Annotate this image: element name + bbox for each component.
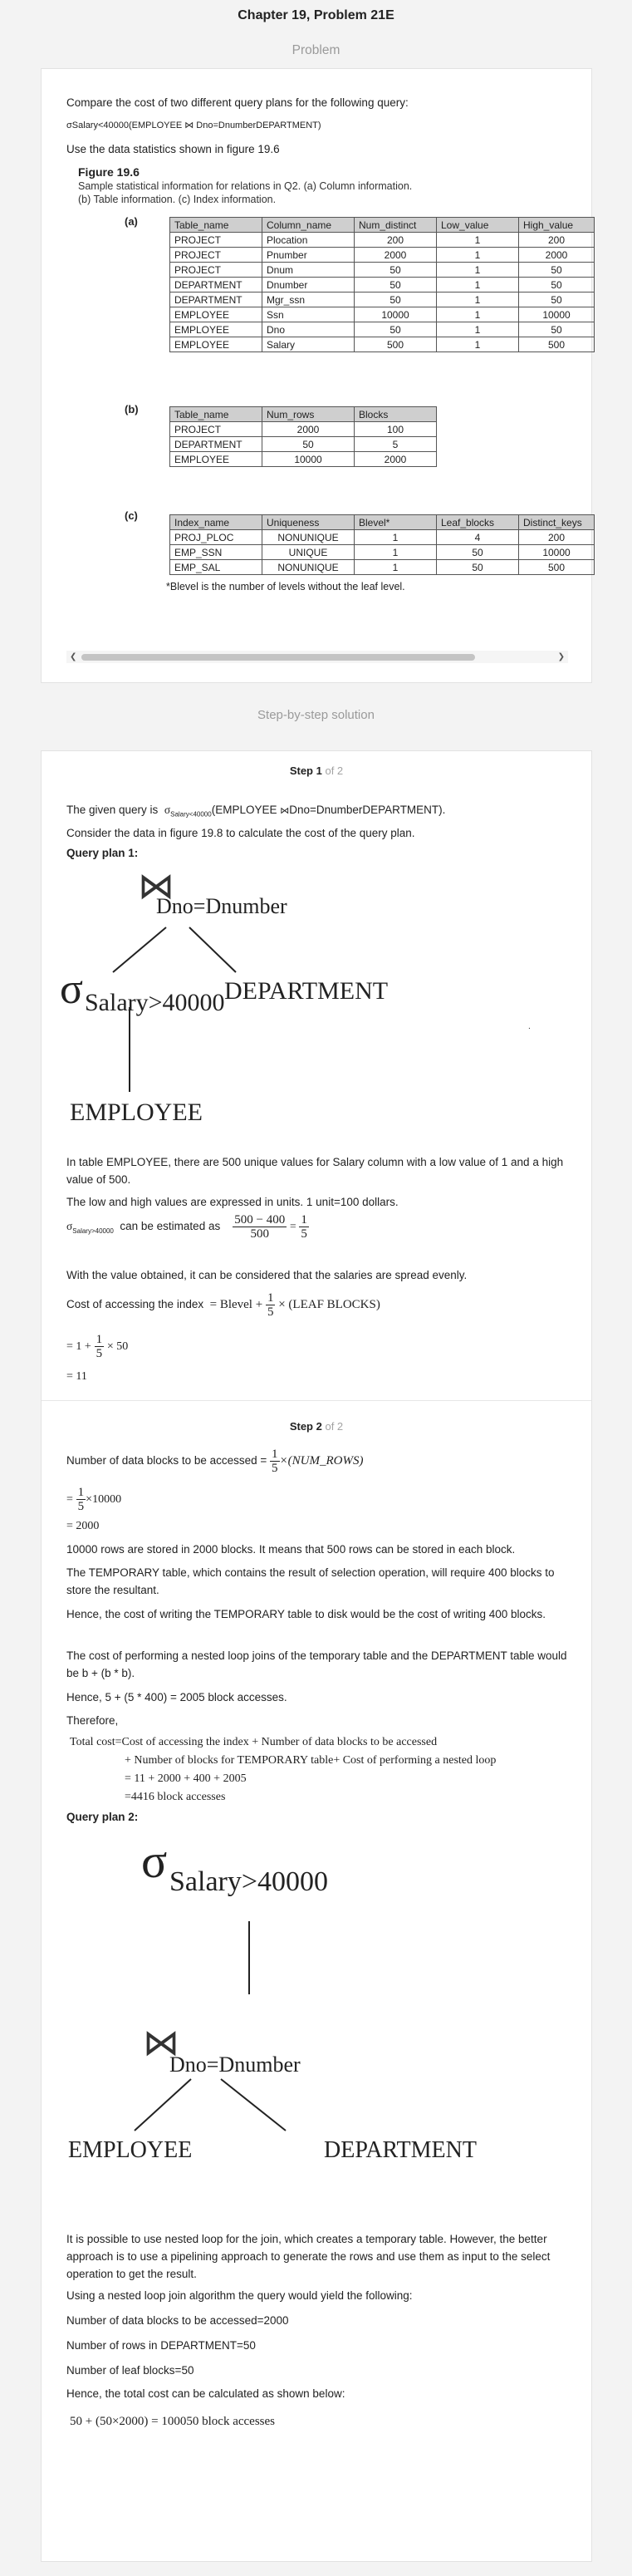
table-cell: 4 — [437, 530, 519, 545]
cost-text: Cost of accessing the index — [66, 1298, 204, 1311]
table-cell: UNIQUE — [262, 545, 355, 560]
table-cell: 1 — [355, 545, 437, 560]
figure-area — [66, 162, 582, 644]
given-sigma: σ — [164, 804, 171, 816]
given-join: ⋈ — [280, 806, 290, 816]
plan-2-select-cond: Salary>40000 — [169, 1866, 329, 1897]
table-cell: EMP_SAL — [170, 560, 262, 575]
header-cell: Uniqueness — [262, 515, 355, 530]
table-cell: PROJ_PLOC — [170, 530, 262, 545]
table-cell: 50 — [355, 278, 437, 293]
table-cell: 50 — [437, 545, 519, 560]
plan-1-join-cond: Dno=Dnumber — [156, 894, 287, 918]
header-cell: Index_name — [170, 515, 262, 530]
cost-f2: × (LEAF BLOCKS) — [278, 1298, 380, 1312]
table-row — [170, 560, 595, 575]
scroll-right-icon[interactable]: ❯ — [557, 652, 565, 661]
plan-2-join-icon: ⋈ — [143, 2023, 179, 2063]
table-cell: 50 — [355, 322, 437, 337]
table-row — [170, 233, 595, 248]
table-row — [170, 278, 595, 293]
plan-1-sigma: σ — [60, 966, 84, 1013]
table-cell: 200 — [355, 233, 437, 248]
table-cell: 2000 — [355, 248, 437, 263]
table-cell: EMPLOYEE — [170, 452, 262, 467]
table-cell: 10000 — [262, 452, 355, 467]
table-cell: 1 — [437, 293, 519, 307]
plan-2-employee: EMPLOYEE — [68, 2137, 193, 2163]
b-n: 1 — [77, 1486, 85, 1499]
figure-caption-1: Sample statistical information for relations in Q2. (a) Column information. — [78, 180, 413, 192]
query-plan-2-label: Query plan 2: — [66, 1811, 139, 1823]
blocks-accessed-text: Number of data blocks to be accessed=2000 — [66, 2314, 289, 2327]
table-cell: Pnumber — [262, 248, 355, 263]
table-cell: 1 — [437, 233, 519, 248]
table-cell: 500 — [519, 560, 595, 575]
step-2-of: of 2 — [325, 1420, 344, 1433]
consider-text: Consider the data in figure 19.8 to calculate the cost of the query plan. — [66, 827, 415, 839]
given-rest: (EMPLOYEE — [211, 804, 277, 816]
column-info-table — [169, 217, 595, 352]
table-row — [170, 337, 595, 352]
table-row — [170, 437, 437, 452]
leaf-blocks-text: Number of leaf blocks=50 — [66, 2364, 194, 2377]
header-cell: Leaf_blocks — [437, 515, 519, 530]
table-cell: 1 — [437, 248, 519, 263]
table-cell: DEPARTMENT — [170, 278, 262, 293]
table-cell: Plocation — [262, 233, 355, 248]
table-cell: 50 — [355, 263, 437, 278]
page-title: Chapter 19, Problem 21E — [238, 8, 394, 22]
eq2-line: = 11 — [66, 1370, 87, 1383]
table-header-row — [170, 515, 595, 530]
figure-label-a: (a) — [125, 215, 138, 228]
problem-label: Problem — [292, 43, 340, 57]
blocks-d: 5 — [272, 1462, 278, 1475]
table-cell: DEPARTMENT — [170, 437, 262, 452]
table-cell: PROJECT — [170, 233, 262, 248]
figure-title: Figure 19.6 — [78, 165, 140, 179]
table-cell: 10000 — [519, 545, 595, 560]
header-cell: Column_name — [262, 218, 355, 233]
cost-index-line — [66, 1291, 568, 1319]
table-cell: PROJECT — [170, 422, 262, 437]
total-line-1: Total cost=Cost of accessing the index + Number of data blocks to be accessed — [70, 1736, 438, 1748]
table-cell: 10000 — [519, 307, 595, 322]
table-row — [170, 530, 595, 545]
table-row — [170, 422, 437, 437]
est-text: can be estimated as — [120, 1220, 221, 1233]
blocks-n: 1 — [272, 1448, 278, 1461]
table-cell: Dno — [262, 322, 355, 337]
using-text: Using a nested loop join algorithm the query would yield the following: — [66, 2289, 413, 2302]
header-cell: Blocks — [355, 407, 437, 422]
table-cell: 2000 — [262, 422, 355, 437]
plan-2-sigma: σ — [141, 1834, 168, 1888]
b-eq-a: = — [66, 1493, 73, 1507]
unique-values-text: In table EMPLOYEE, there are 500 unique values for Salary column with a low value of 1 and a high value of 500. — [66, 1156, 564, 1186]
table-cell: 10000 — [355, 307, 437, 322]
given-text: The given query is — [66, 804, 159, 816]
eq1-n: 1 — [96, 1333, 103, 1346]
est-sub: Salary>40000 — [72, 1227, 114, 1235]
plan-1-join-icon: ⋈ — [138, 866, 174, 907]
plan-1-select-cond: Salary>40000 — [85, 989, 225, 1016]
edge-join-select — [113, 927, 166, 972]
table-cell: DEPARTMENT — [170, 293, 262, 307]
table-cell: Salary — [262, 337, 355, 352]
est-n2: 1 — [301, 1213, 307, 1227]
table-cell: 2000 — [355, 452, 437, 467]
header-cell: Num_rows — [262, 407, 355, 422]
table-cell: 2000 — [519, 248, 595, 263]
cost-d: 5 — [267, 1305, 274, 1319]
table-cell: EMP_SSN — [170, 545, 262, 560]
table-cell: 50 — [262, 437, 355, 452]
blocks-line — [66, 1448, 568, 1475]
given-query-line — [66, 801, 568, 823]
edge-join-emp — [135, 2079, 191, 2131]
step-1-word: Step 1 — [289, 764, 322, 777]
table-cell: 50 — [437, 560, 519, 575]
table-cell: 50 — [519, 263, 595, 278]
est-d1: 500 — [250, 1227, 269, 1241]
eq1-d: 5 — [96, 1347, 103, 1360]
plan-2-join-cond: Dno=Dnumber — [169, 2052, 301, 2077]
index-info-table — [169, 514, 595, 575]
header-cell: Table_name — [170, 218, 262, 233]
b-eq2-line: = 2000 — [66, 1520, 100, 1532]
cost-n: 1 — [267, 1291, 274, 1305]
units-text: The low and high values are expressed in units. 1 unit=100 dollars. — [66, 1196, 399, 1208]
header-cell: Blevel* — [355, 515, 437, 530]
table-row — [170, 263, 595, 278]
query-plan-2-tree — [66, 1828, 568, 2210]
table-cell: NONUNIQUE — [262, 560, 355, 575]
step-2-word: Step 2 — [289, 1420, 322, 1433]
est-eq: = — [289, 1220, 296, 1233]
problem-intro: Compare the cost of two different query plans for the following query: — [66, 96, 409, 109]
table-row — [170, 307, 595, 322]
edge-join-dept — [189, 927, 236, 972]
query-plan-1-tree — [60, 866, 568, 1142]
eq1-line — [66, 1333, 568, 1360]
step-2-label — [42, 1420, 591, 1433]
total-line-2: + Number of blocks for TEMPORARY table+ Cost of performing a nested loop — [125, 1754, 497, 1767]
step-1-label — [42, 764, 591, 777]
est-n1: 500 − 400 — [234, 1213, 286, 1227]
eq1-b: × 50 — [106, 1340, 129, 1354]
table-row — [170, 545, 595, 560]
table-cell: 1 — [355, 560, 437, 575]
estimate-line — [66, 1213, 568, 1241]
rows-dept-text: Number of rows in DEPARTMENT=50 — [66, 2339, 256, 2352]
query-plan-1-label: Query plan 1: — [66, 847, 139, 859]
header-cell: Table_name — [170, 407, 262, 422]
given-cond: Dno=DnumberDEPARTMENT). — [289, 804, 446, 816]
table-cell: 100 — [355, 422, 437, 437]
total-line-4: =4416 block accesses — [125, 1791, 226, 1803]
table-cell: 1 — [437, 278, 519, 293]
table-cell: 50 — [519, 322, 595, 337]
table-cell: Mgr_ssn — [262, 293, 355, 307]
table-cell: 200 — [519, 233, 595, 248]
eq1-a: = 1 + — [66, 1340, 91, 1354]
rows-text: 10000 rows are stored in 2000 blocks. It means that 500 rows can be stored in each block. — [66, 1543, 516, 1556]
hence-text: Hence, the cost of writing the TEMPORARY table to disk would be the cost of writing 400 blocks. — [66, 1608, 546, 1620]
table-row — [170, 322, 595, 337]
table-cell: EMPLOYEE — [170, 307, 262, 322]
spread-text: With the value obtained, it can be considered that the salaries are spread evenly. — [66, 1269, 468, 1281]
table-cell: 1 — [437, 263, 519, 278]
table-cell: 1 — [437, 337, 519, 352]
therefore-text: Therefore, — [66, 1714, 119, 1727]
est-sigma: σ — [66, 1220, 73, 1233]
table-info-table — [169, 406, 437, 467]
figure-label-b: (b) — [125, 403, 139, 415]
step-divider — [42, 1400, 591, 1401]
header-cell: Distinct_keys — [519, 515, 595, 530]
nested-text: The cost of performing a nested loop joins of the temporary table and the DEPARTMENT table would be b + (b * b). — [66, 1649, 567, 1679]
table-row — [170, 248, 595, 263]
table-cell: 50 — [519, 293, 595, 307]
cost-fraction — [266, 1291, 276, 1319]
table-cell: EMPLOYEE — [170, 322, 262, 337]
given-sub: Salary<40000 — [170, 810, 212, 819]
table-cell: 50 — [519, 278, 595, 293]
est-fraction-1 — [233, 1213, 287, 1241]
plan-1-employee: EMPLOYEE — [70, 1099, 203, 1126]
b-fraction — [76, 1486, 86, 1513]
table-cell: PROJECT — [170, 263, 262, 278]
hence2-text: Hence, 5 + (5 * 400) = 2005 block accesses. — [66, 1691, 287, 1703]
figure-label-c: (c) — [125, 509, 138, 522]
table-cell: 200 — [519, 530, 595, 545]
header-cell: Low_value — [437, 218, 519, 233]
blocks-fraction — [270, 1448, 280, 1475]
scroll-thumb[interactable] — [81, 654, 475, 661]
table-cell: 5 — [355, 437, 437, 452]
problem-use-data: Use the data statistics shown in figure 19.6 — [66, 143, 280, 155]
b-eq-line — [66, 1486, 568, 1513]
problem-query: σSalary<40000(EMPLOYEE ⋈ Dno=DnumberDEPARTMENT) — [66, 120, 321, 130]
edge-join-dept — [221, 2079, 286, 2131]
figure-caption-2: (b) Table information. (c) Index information. — [78, 194, 277, 205]
plan-2-department: DEPARTMENT — [324, 2137, 477, 2163]
total-line-3: = 11 + 2000 + 400 + 2005 — [125, 1772, 247, 1785]
table-header-row — [170, 407, 437, 422]
table-cell: Dnumber — [262, 278, 355, 293]
scroll-left-icon[interactable]: ❮ — [70, 652, 77, 661]
figure-horizontal-scrollbar[interactable] — [66, 651, 568, 663]
table-row — [170, 293, 595, 307]
table-row — [170, 452, 437, 467]
blocks-text: Number of data blocks to be accessed = — [66, 1454, 267, 1467]
step-1-of: of 2 — [325, 764, 344, 777]
table-cell: 50 — [355, 293, 437, 307]
header-cell: High_value — [519, 218, 595, 233]
table-cell: PROJECT — [170, 248, 262, 263]
plan-1-department: DEPARTMENT — [224, 977, 389, 1005]
b-d: 5 — [77, 1500, 85, 1513]
table-cell: EMPLOYEE — [170, 337, 262, 352]
blocks-f: ×(NUM_ROWS) — [279, 1454, 364, 1468]
b-eq-b: ×10000 — [86, 1493, 122, 1507]
problem-card — [41, 68, 592, 683]
eq1-fraction — [95, 1333, 105, 1360]
cost-f1: = Blevel + — [209, 1298, 263, 1312]
header-cell: Num_distinct — [355, 218, 437, 233]
solution-title: Step-by-step solution — [257, 708, 375, 722]
table-cell: 500 — [519, 337, 595, 352]
total-calc-text: Hence, the total cost can be calculated as shown below: — [66, 2387, 345, 2400]
temp-text: The TEMPORARY table, which contains the result of selection operation, will require 400 blocks to store the resultant. — [66, 1566, 555, 1596]
est-fraction-2 — [299, 1213, 309, 1241]
final-cost: 50 + (50×2000) = 100050 block accesses — [70, 2415, 275, 2428]
table-cell: 1 — [355, 530, 437, 545]
solution-card — [41, 750, 592, 2562]
figure-footnote: *Blevel is the number of levels without the leaf level. — [166, 581, 405, 592]
plan-1-dot: . — [528, 1022, 531, 1031]
est-d2: 5 — [301, 1227, 307, 1241]
table-cell: NONUNIQUE — [262, 530, 355, 545]
pipeline-text: It is possible to use nested loop for the join, which creates a temporary table. However, the better approach is to use a pipelining approach to generate the rows and use them as input to the select operation to get the result. — [66, 2233, 551, 2280]
table-cell: 1 — [437, 307, 519, 322]
table-cell: 1 — [437, 322, 519, 337]
table-cell: 500 — [355, 337, 437, 352]
table-cell: Dnum — [262, 263, 355, 278]
table-header-row — [170, 218, 595, 233]
table-cell: Ssn — [262, 307, 355, 322]
